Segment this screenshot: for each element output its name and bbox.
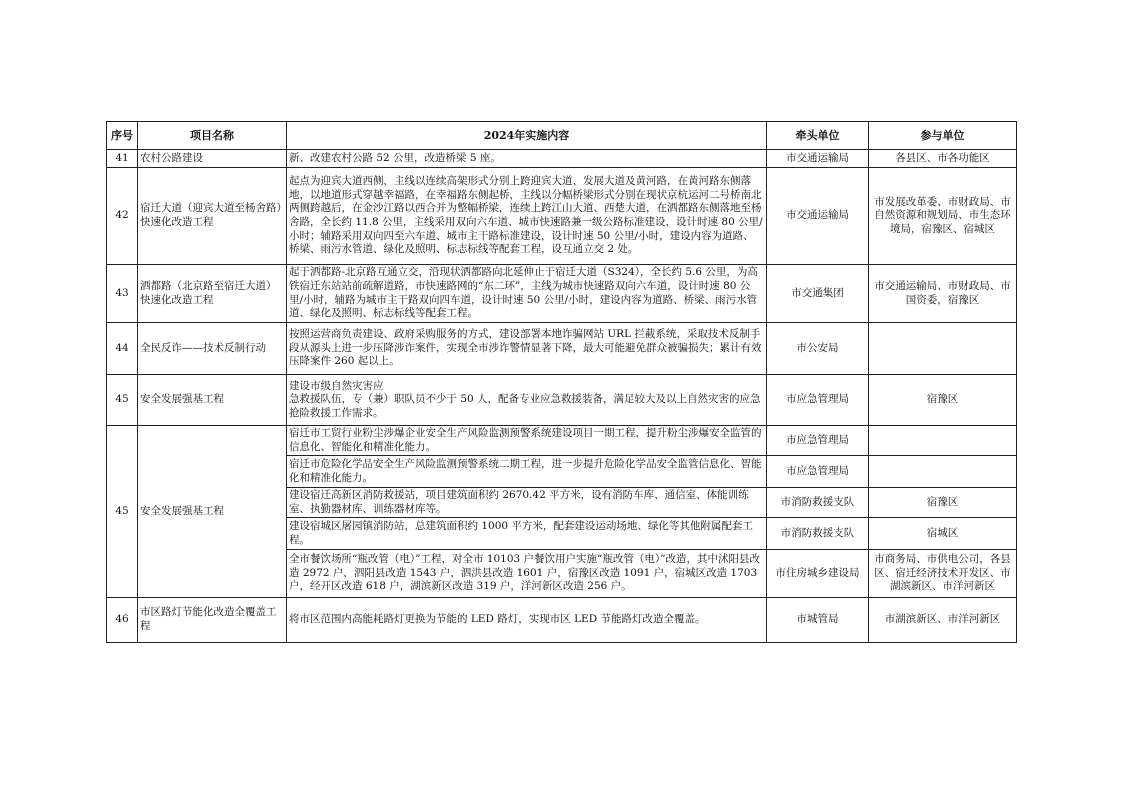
row-seq: 43 [107, 265, 138, 323]
header-participants: 参与单位 [869, 122, 1017, 150]
row-seq: 41 [107, 150, 138, 168]
row-participants [869, 426, 1017, 456]
header-seq: 序号 [107, 122, 138, 150]
row-content: 建设宿城区屠园镇消防站，总建筑面积约 1000 平方米，配套建设运动场地、绿化等其他附属配套工程。 [287, 518, 767, 550]
row-participants: 宿豫区 [869, 488, 1017, 518]
header-row [107, 122, 1017, 150]
table-row [107, 426, 1017, 456]
header-lead: 牵头单位 [767, 122, 869, 150]
row-content: 建设宿迁高新区消防救援站，项目建筑面积约 2670.42 平方米，设有消防车库、通信室、体能训练室、执勤器材库、训练器材库等。 [287, 488, 767, 518]
table-row [107, 168, 1017, 265]
row-content: 宿迁市危险化学品安全生产风险监测预警系统二期工程，进一步提升危险化学品安全监管信息化、智能化和精准化能力。 [287, 456, 767, 488]
row-name: 洒都路（北京路至宿迁大道）快速化改造工程 [138, 265, 287, 323]
row-name: 宿迁大道（迎宾大道至杨舍路）快速化改造工程 [138, 168, 287, 265]
row-participants: 市发展改革委、市财政局、市自然资源和规划局、市生态环境局，宿豫区、宿城区 [869, 168, 1017, 265]
row-lead: 市交通运输局 [767, 150, 869, 168]
row-participants: 市湖滨新区、市洋河新区 [869, 598, 1017, 643]
row-lead: 市住房城乡建设局 [767, 550, 869, 598]
row-name: 安全发展强基工程 [138, 426, 287, 598]
row-participants: 宿豫区 [869, 375, 1017, 426]
table-row [107, 598, 1017, 643]
header-content: 2024年实施内容 [287, 122, 767, 150]
row-participants [869, 456, 1017, 488]
row-participants: 各县区、市各功能区 [869, 150, 1017, 168]
row-lead: 市公安局 [767, 323, 869, 375]
row-participants: 市交通运输局、市财政局、市国资委，宿豫区 [869, 265, 1017, 323]
row-participants: 市商务局、市供电公司，各县区、宿迁经济技术开发区、市湖滨新区、市洋河新区 [869, 550, 1017, 598]
table-row [107, 150, 1017, 168]
row-seq: 42 [107, 168, 138, 265]
row-lead: 市应急管理局 [767, 456, 869, 488]
row-lead: 市城管局 [767, 598, 869, 643]
row-content: 全市餐饮场所“瓶改管（电）”工程，对全市 10103 户餐饮用户实施“瓶改管（电）”改造，其中沭阳县改造 2972 户，泗阳县改造 1543 户，泗洪县改造 1601 户，宿豫区改造 1091 户，宿城区改造 1703 户，经开区改造 618 户，湖滨新区改造 319 户，洋河新区改造 256 户。 [287, 550, 767, 598]
row-content: 按照运营商负责建设、政府采购服务的方式，建设部署本地诈骗网站 URL 拦截系统，采取技术反制手段从源头上进一步压降涉诈案件，实现全市涉诈警情显著下降，最大可能避免群众被骗损失；累计有效压降案件 260 起以上。 [287, 323, 767, 375]
row-name: 农村公路建设 [138, 150, 287, 168]
row-lead: 市应急管理局 [767, 426, 869, 456]
row-lead: 市消防救援支队 [767, 518, 869, 550]
row-name: 安全发展强基工程 [138, 375, 287, 426]
row-lead: 市应急管理局 [767, 375, 869, 426]
row-content: 起点为迎宾大道西侧，主线以连续高架形式分别上跨迎宾大道、发展大道及黄河路，在黄河路东侧落地，以地道形式穿越幸福路，在幸福路东侧起桥，主线以分幅桥梁形式分别在现状京杭运河二号桥南北两侧跨越后，在金沙江路以西合并为整幅桥梁，连续上跨江山大道、西楚大道，在洒都路东侧落地至杨舍路，全长约 11.8 公里，主线采用双向六车道、城市快速路兼一级公路标准建设，设计时速 80 公里/小时；辅路采用双向四至六车道、城市主干路标准建设，设计时速 50 公里/小时，建设内容为道路、桥梁、雨污水管道、绿化及照明、标志标线等配套工程，设互通立交 2 处。 [287, 168, 767, 265]
table-row [107, 323, 1017, 375]
row-name: 市区路灯节能化改造全覆盖工程 [138, 598, 287, 643]
row-content: 将市区范围内高能耗路灯更换为节能的 LED 路灯，实现市区 LED 节能路灯改造全覆盖。 [287, 598, 767, 643]
row-seq: 45 [107, 426, 138, 598]
row-seq: 46 [107, 598, 138, 643]
row-content: 新、改建农村公路 52 公里，改造桥梁 5 座。 [287, 150, 767, 168]
row-seq: 45 [107, 375, 138, 426]
row-seq: 44 [107, 323, 138, 375]
implementation-table [106, 121, 1017, 643]
row-content: 建设市级自然灾害应 急救援队伍，专（兼）职队员不少于 50 人，配备专业应急救援装备，满足较大及以上自然灾害的应急抢险救援工作需求。 [287, 375, 767, 426]
row-content: 宿迁市工贸行业粉尘涉爆企业安全生产风险监测预警系统建设项目一期工程，提升粉尘涉爆安全监管的信息化、智能化和精准化能力。 [287, 426, 767, 456]
table-row [107, 375, 1017, 426]
row-content: 起于洒都路-北京路互通立交，沿现状洒都路向北延伸止于宿迁大道（S324），全长约 5.6 公里，为高铁宿迁东站站前疏解道路，市快速路网的“东二环”，主线为城市快速路双向六车道，设计时速 80 公里/小时，辅路为城市主干路双向四车道，设计时速 50 公里/小时，建设内容为道路、桥梁、雨污水管道、绿化及照明、标志标线等配套工程。 [287, 265, 767, 323]
header-name: 项目名称 [138, 122, 287, 150]
row-lead: 市交通运输局 [767, 168, 869, 265]
row-lead: 市交通集团 [767, 265, 869, 323]
row-participants [869, 323, 1017, 375]
row-lead: 市消防救援支队 [767, 488, 869, 518]
row-name: 全民反诈——技术反制行动 [138, 323, 287, 375]
row-participants: 宿城区 [869, 518, 1017, 550]
table-row [107, 265, 1017, 323]
